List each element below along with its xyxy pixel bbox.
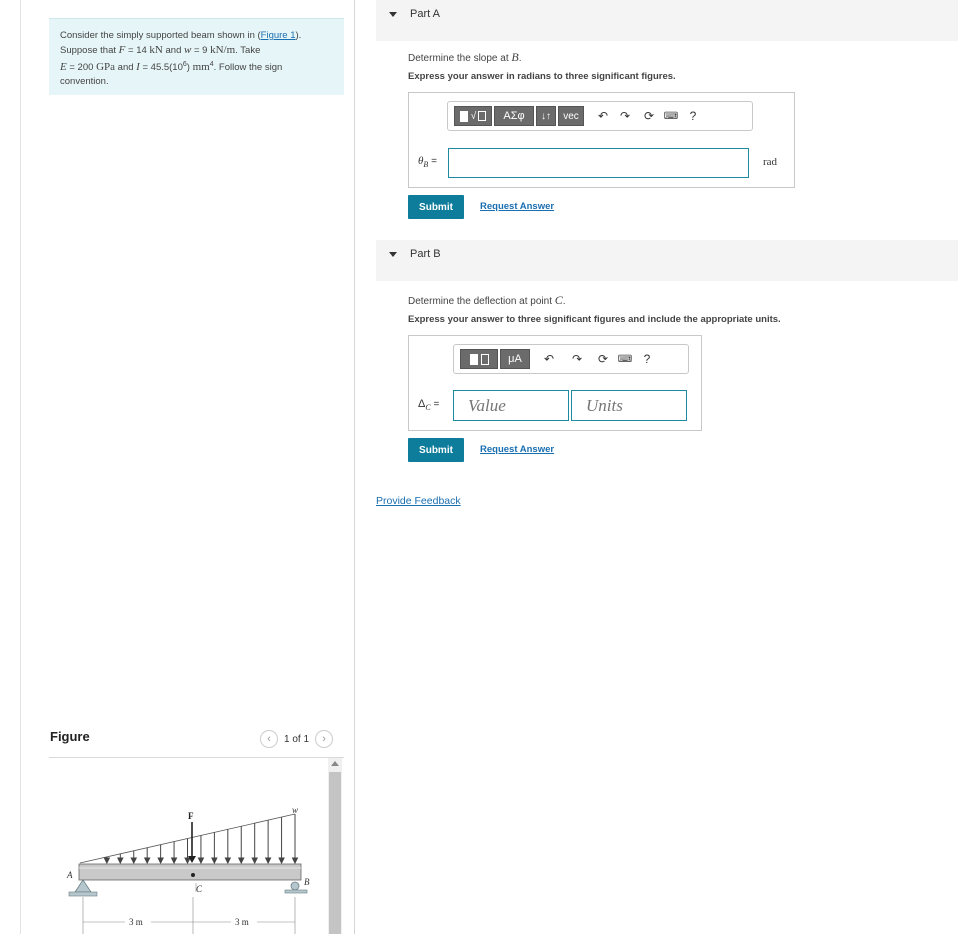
- dim-label-1: 3 m: [129, 917, 143, 927]
- problem-text: ): [186, 62, 193, 74]
- var-I: I: [136, 61, 140, 74]
- left-border: [20, 0, 21, 934]
- load-arrow-head: [239, 858, 244, 863]
- label-A: A: [67, 870, 73, 880]
- caret-down-icon[interactable]: [389, 12, 397, 17]
- load-arrow-head: [252, 858, 257, 863]
- delta-subscript: C: [425, 403, 431, 412]
- theta-B-input[interactable]: [448, 148, 749, 178]
- var-F: F: [118, 44, 126, 56]
- keyboard-icon[interactable]: ⌨: [663, 110, 679, 122]
- question-text: .: [562, 296, 566, 307]
- load-arrow-head: [266, 858, 271, 863]
- templates-icon[interactable]: √: [454, 106, 492, 126]
- part-b-question: [408, 293, 566, 308]
- column-divider: [354, 0, 355, 934]
- unit-kN: kN: [149, 44, 163, 56]
- figure-title: Figure: [50, 729, 90, 744]
- part-a-answer-box: [408, 92, 795, 188]
- part-a-request-answer-link[interactable]: Request Answer: [480, 201, 555, 212]
- caret-down-icon[interactable]: [389, 252, 397, 257]
- figure-divider: [49, 757, 344, 758]
- load-arrow-head: [118, 858, 123, 863]
- load-arrow-head: [198, 858, 203, 863]
- roller-support-B: [291, 882, 299, 890]
- part-b-header[interactable]: [376, 240, 958, 281]
- theta-B-label: [418, 155, 437, 169]
- problem-text: and: [115, 62, 137, 74]
- redo-icon[interactable]: ↷: [619, 109, 631, 123]
- templates-icon[interactable]: [460, 349, 498, 369]
- help-button[interactable]: ?: [689, 109, 697, 123]
- figure-page-count: 1 of 1: [284, 733, 310, 745]
- var-E: E: [60, 61, 67, 74]
- problem-text: . Take: [235, 45, 261, 56]
- units-input[interactable]: [571, 390, 687, 421]
- vec-button[interactable]: vec: [558, 106, 584, 126]
- load-arrow-head: [225, 858, 230, 863]
- label-C: C: [196, 884, 203, 894]
- value-input[interactable]: [453, 390, 569, 421]
- pin-support-A: [75, 880, 91, 892]
- figure-pager: [260, 730, 333, 748]
- label-B: B: [304, 877, 310, 887]
- beam: [79, 864, 301, 880]
- problem-text: ).: [295, 30, 302, 41]
- problem-line-1: [60, 29, 334, 43]
- redo-icon[interactable]: ↷: [571, 352, 583, 366]
- part-b-title: Part B: [410, 248, 441, 260]
- beam-figure: [55, 800, 325, 934]
- label-F: F: [188, 811, 194, 821]
- load-arrow-head: [104, 858, 109, 863]
- question-var: B: [511, 50, 519, 64]
- problem-statement: [49, 18, 344, 95]
- equals-sign: =: [428, 156, 437, 167]
- part-b-instruction: Express your answer to three significant figures and include the appropriate units.: [408, 314, 781, 325]
- part-b-submit-button[interactable]: Submit: [408, 438, 464, 462]
- unit-rad: rad: [763, 156, 778, 168]
- theta-subscript: B: [423, 160, 429, 169]
- load-arrow-head: [158, 858, 163, 863]
- load-arrow-head: [145, 858, 150, 863]
- exponent: 4: [209, 61, 214, 68]
- load-arrow-head: [172, 858, 177, 863]
- reset-icon[interactable]: ⟳: [643, 109, 655, 123]
- problem-line-3: [60, 58, 334, 75]
- question-text: .: [518, 53, 522, 64]
- figure-scrollbar-thumb[interactable]: [329, 772, 341, 934]
- problem-text: Suppose that: [60, 45, 119, 56]
- question-var: C: [554, 293, 563, 307]
- problem-text: = 9: [191, 45, 211, 56]
- part-a-question: [408, 50, 522, 65]
- greek-symbols-button[interactable]: ΑΣφ: [494, 106, 534, 126]
- load-arrow-head: [131, 858, 136, 863]
- label-w: w: [292, 805, 299, 815]
- var-w: w: [184, 44, 192, 56]
- question-text: Determine the slope at: [408, 53, 512, 64]
- part-a-toolbar: [447, 101, 753, 131]
- distributed-load-arrows: [104, 814, 297, 863]
- arrows-button[interactable]: ↓↑: [536, 106, 556, 126]
- support-base-B: [285, 890, 307, 893]
- point-C: [191, 873, 195, 877]
- units-button[interactable]: μA: [500, 349, 530, 369]
- problem-line-2: [60, 43, 334, 58]
- unit-kN-per-m: kN/m: [210, 44, 236, 56]
- part-a-submit-button[interactable]: Submit: [408, 195, 464, 219]
- question-text: Determine the deflection at point: [408, 296, 555, 307]
- load-arrow-head: [212, 858, 217, 863]
- reset-icon[interactable]: ⟳: [597, 352, 609, 366]
- part-a-title: Part A: [410, 8, 440, 20]
- support-base-A: [69, 892, 97, 896]
- keyboard-icon[interactable]: ⌨: [617, 353, 633, 365]
- delta-C-label: [418, 398, 439, 412]
- chevron-left-icon[interactable]: ‹: [260, 730, 278, 748]
- load-arrow-head: [279, 858, 284, 863]
- equals-sign: =: [430, 399, 440, 410]
- problem-text: = 200: [66, 62, 97, 74]
- load-arrow-head: [185, 858, 190, 863]
- figure-link[interactable]: Figure 1: [260, 30, 296, 41]
- part-b-answer-box: [408, 335, 702, 431]
- unit-GPa: GPa: [96, 61, 116, 74]
- chevron-right-icon[interactable]: ›: [315, 730, 333, 748]
- dim-label-2: 3 m: [235, 917, 249, 927]
- problem-text: = 14: [125, 45, 150, 56]
- part-a-header[interactable]: [376, 0, 958, 41]
- problem-line-4: convention.: [60, 76, 109, 88]
- provide-feedback-link[interactable]: Provide Feedback: [376, 495, 461, 507]
- problem-text: and: [162, 45, 185, 56]
- undo-icon[interactable]: ↶: [597, 109, 609, 123]
- load-arrow-head: [293, 858, 298, 863]
- part-b-toolbar: [453, 344, 689, 374]
- exponent: 6: [182, 61, 187, 68]
- undo-icon[interactable]: ↶: [543, 352, 555, 366]
- problem-text: Consider the simply supported beam shown in (: [60, 30, 261, 41]
- unit-mm: mm: [192, 61, 210, 74]
- scroll-up-icon[interactable]: [331, 761, 339, 766]
- part-a-instruction: Express your answer in radians to three significant figures.: [408, 71, 676, 82]
- delta-symbol: Δ: [418, 398, 426, 410]
- problem-text: = 45.5(10: [139, 62, 183, 74]
- theta-symbol: θ: [418, 155, 424, 167]
- part-b-request-answer-link[interactable]: Request Answer: [480, 444, 555, 455]
- problem-text: . Follow the sign: [213, 62, 283, 74]
- help-button[interactable]: ?: [643, 352, 651, 366]
